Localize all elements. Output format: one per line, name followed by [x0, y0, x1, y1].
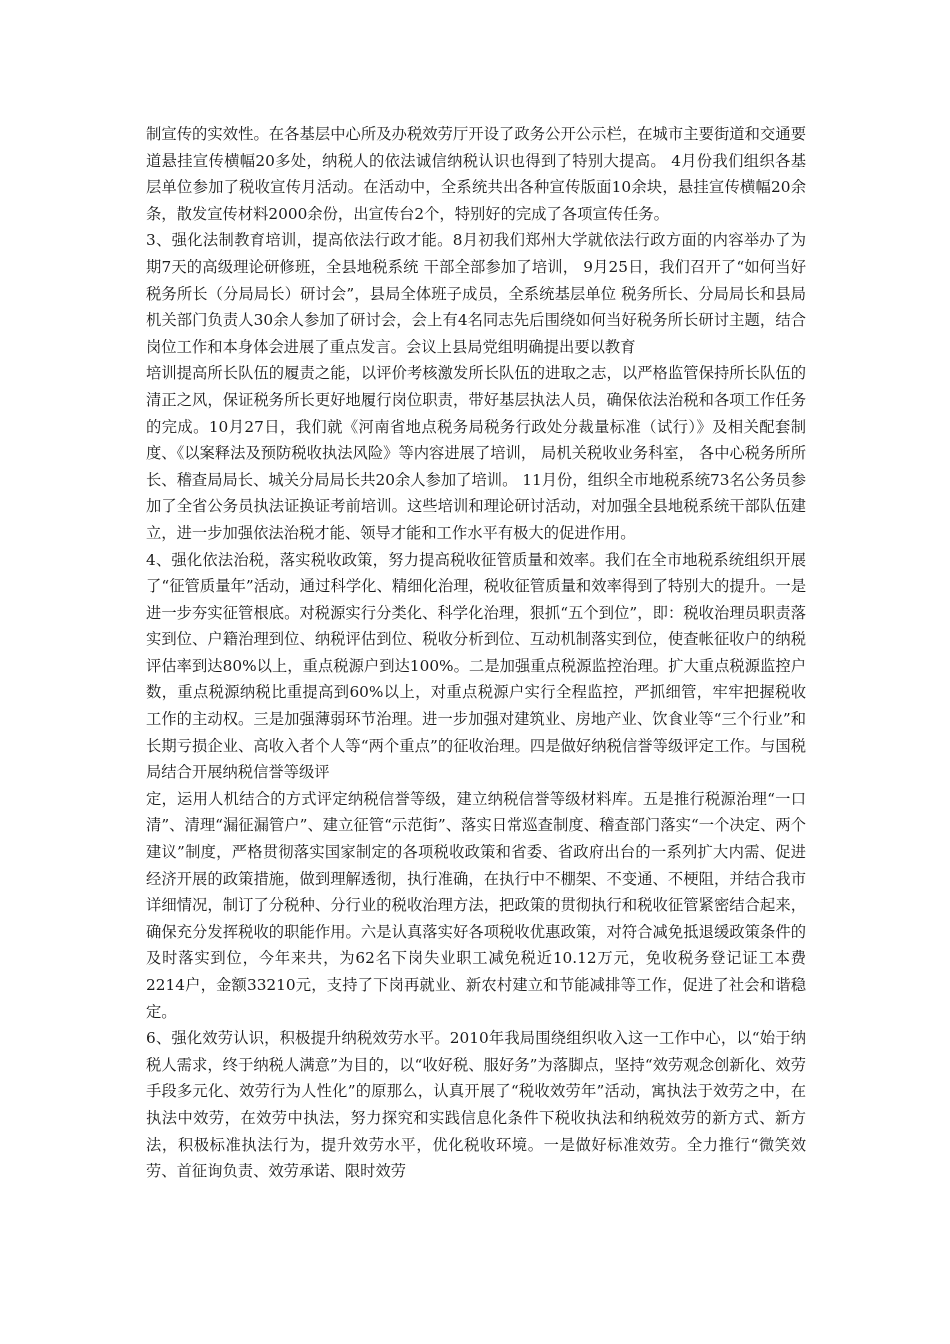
document-body: [146, 121, 806, 1185]
paragraph-publicity: 制宣传的实效性。在各基层中心所及办税效劳厅开设了政务公开公示栏，在城市主要街道和交通要道悬挂宣传横幅20多处，纳税人的依法诚信纳税认识也得到了特别大提高。 4月份我们组织各基层单位参加了税收宣传月活动。在活动中，全系统共出各种宣传版面10余块，悬挂宣传横幅20余条，散发宣传材料2000余份，出宣传台2个，特别好的完成了各项宣传任务。: [146, 125, 806, 223]
paragraph-tax-enforcement: 4、强化依法治税，落实税收政策，努力提高税收征管质量和效率。我们在全市地税系统组织开展了“征管质量年”活动，通过科学化、精细化治理，税收征管质量和效率得到了特别大的提升。一是进一步夯实征管根底。对税源实行分类化、科学化治理，狠抓“五个到位”，即：税收治理员职责落实到位、户籍治理到位、纳税评估到位、税收分析到位、互动机制落实到位，使查帐征收户的纳税评估率到达80%以上，重点税源户到达100%。二是加强重点税源监控治理。扩大重点税源监控户数，重点税源纳税比重提高到60%以上，对重点税源户实行全程监控，严抓细管，牢牢把握税收工作的主动权。三是加强薄弱环节治理。进一步加强对建筑业、房地产业、饮食业等“三个行业”和长期亏损企业、高收入者个人等“两个重点”的征收治理。四是做好纳税信誉等级评定工作。与国税局结合开展纳税信誉等级评: [146, 550, 806, 782]
paragraph-service-awareness: 6、强化效劳认识，积极提升纳税效劳水平。2010年我局围绕组织收入这一工作中心，以“始于纳税人需求，终于纳税人满意”为目的，以“收好税、服好务”为落脚点，坚持“效劳观念创新化、效劳手段多元化、效劳行为人性化”的原那么，认真开展了“税收效劳年”活动，寓执法于效劳之中，在执法中效劳，在效劳中执法，努力探究和实践信息化条件下税收执法和纳税效劳的新方式、新方法，积极标准执法行为，提升效劳水平，优化税收环境。一是做好标准效劳。全力推行“微笑效劳、首征询负责、效劳承诺、限时效劳: [146, 1029, 806, 1181]
paragraph-training-continued: 培训提高所长队伍的履责之能，以评价考核激发所长队伍的进取之志，以严格监管保持所长队伍的清正之风，保证税务所长更好地履行岗位职责，带好基层执法人员，确保依法治税和各项工作任务的完成。10月27日，我们就《河南省地点税务局税务行政处分裁量标准（试行）》及相关配套制度、《以案释法及预防税收执法风险》等内容进展了培训， 局机关税收业务科室， 各中心税务所所长、稽查局局长、城关分局局长共20余人参加了培训。 11月份，组织全市地税系统73名公务员参加了全省公务员执法证换证考前培训。这些培训和理论研讨活动，对加强全县地税系统干部队伍建立，进一步加强依法治税才能、领导才能和工作水平有极大的促进作用。: [146, 364, 806, 542]
paragraph-legal-training: 3、强化法制教育培训，提高依法行政才能。8月初我们郑州大学就依法行政方面的内容举办了为期7天的高级理论研修班，全县地税系统 干部全部参加了培训， 9月25日，我们召开了“如何当好税务所长（分局局长）研讨会”，县局全体班子成员，全系统基层单位 税务所长、分局局长和县局机关部门负责人30余人参加了研讨会，会上有4名同志先后围绕如何当好税务所长研讨主题，结合岗位工作和本身体会进展了重点发言。会议上县局党组明确提出要以教育: [146, 231, 806, 356]
paragraph-tax-enforcement-continued: 定，运用人机结合的方式评定纳税信誉等级，建立纳税信誉等级材料库。五是推行税源治理“一口清”、清理“漏征漏管户”、建立征管“示范街”、落实日常巡查制度、稽查部门落实“一个决定、两个建议”制度，严格贯彻落实国家制定的各项税收政策和省委、省政府出台的一系列扩大内需、促进经济开展的政策措施，做到理解透彻，执行准确，在执行中不棚架、不变通、不梗阻，并结合我市详细情况，制订了分税种、分行业的税收治理方法，把政策的贯彻执行和税收征管紧密结合起来，确保充分发挥税收的职能作用。六是认真落实好各项税收优惠政策，对符合减免抵退缓政策条件的及时落实到位，今年来共，为62名下岗失业职工减免税近10.12万元，免收税务登记证工本费2214户，金额33210元，支持了下岗再就业、新农村建立和节能减排等工作，促进了社会和谐稳定。: [146, 789, 806, 1021]
